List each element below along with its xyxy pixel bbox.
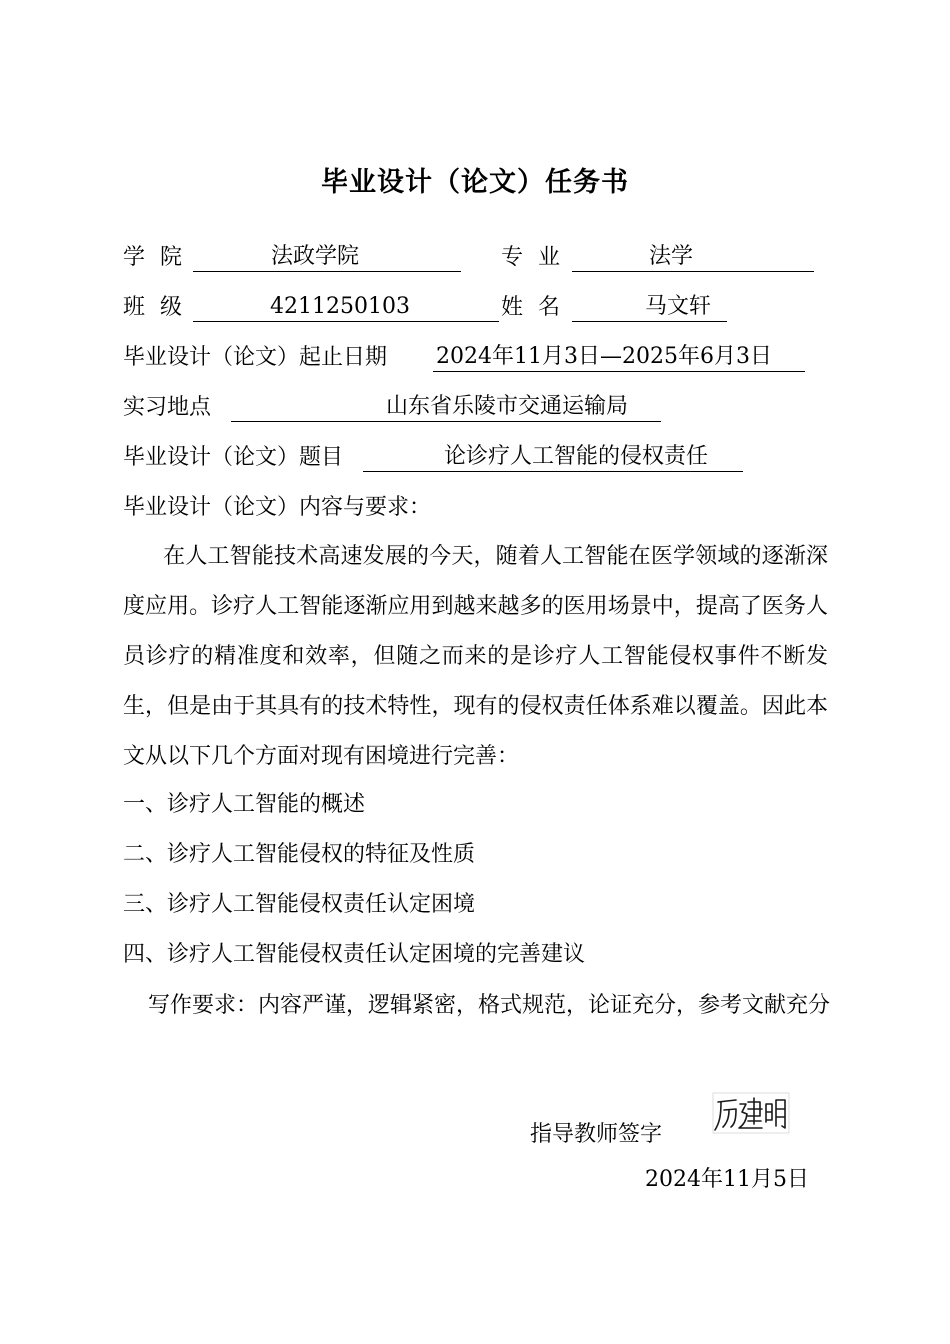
class-label: 班 级 [123,295,186,320]
college-label: 学 院 [123,245,186,270]
topic-field [363,443,743,472]
document-title: 毕业设计（论文）任务书 [321,167,629,198]
list-item: 四、诊疗人工智能侵权责任认定困境的完善建议 [123,942,586,967]
name-value: 马文轩 [645,294,712,319]
period-field [433,343,805,372]
location-value: 山东省乐陵市交通运输局 [386,394,629,419]
period-value: 2024年11月3日—2025年6月3日 [436,344,772,369]
class-field [193,293,499,322]
signature-label: 指导教师签字 [530,1122,663,1147]
college-field [193,243,461,272]
writing-requirements: 写作要求：内容严谨，逻辑紧密，格式规范，论证充分，参考文献充分 [148,993,831,1018]
topic-value: 论诊疗人工智能的侵权责任 [444,444,709,469]
signing-date: 2024年11月5日 [645,1167,809,1192]
body-paragraph [123,532,828,782]
list-item: 二、诊疗人工智能侵权的特征及性质 [123,842,476,867]
period-label: 毕业设计（论文）起止日期 [123,345,388,370]
content-label: 毕业设计（论文）内容与要求： [123,495,432,520]
handwritten-signature [712,1090,792,1136]
list-item: 一、诊疗人工智能的概述 [123,792,366,817]
name-label: 姓 名 [501,295,564,320]
body-paragraph-text: 在人工智能技术高速发展的今天，随着人工智能在医学领域的逐渐深度应用。诊疗人工智能逐渐应用到越来越多的医用场景中，提高了医务人员诊疗的精准度和效率，但随之而来的是诊疗人工智能侵权事件不断发生，但是由于其具有的技术特性，现有的侵权责任体系难以覆盖。因此本文从以下几个方面对现有困境进行完善： [123,544,828,769]
class-value: 4211250103 [270,294,410,319]
topic-label: 毕业设计（论文）题目 [123,445,344,470]
list-item: 三、诊疗人工智能侵权责任认定困境 [123,892,476,917]
name-field [572,293,727,322]
location-field [231,393,661,422]
major-value: 法学 [649,244,694,269]
major-field [572,243,814,272]
college-value: 法政学院 [271,244,360,269]
major-label: 专 业 [501,245,564,270]
location-label: 实习地点 [123,395,212,420]
